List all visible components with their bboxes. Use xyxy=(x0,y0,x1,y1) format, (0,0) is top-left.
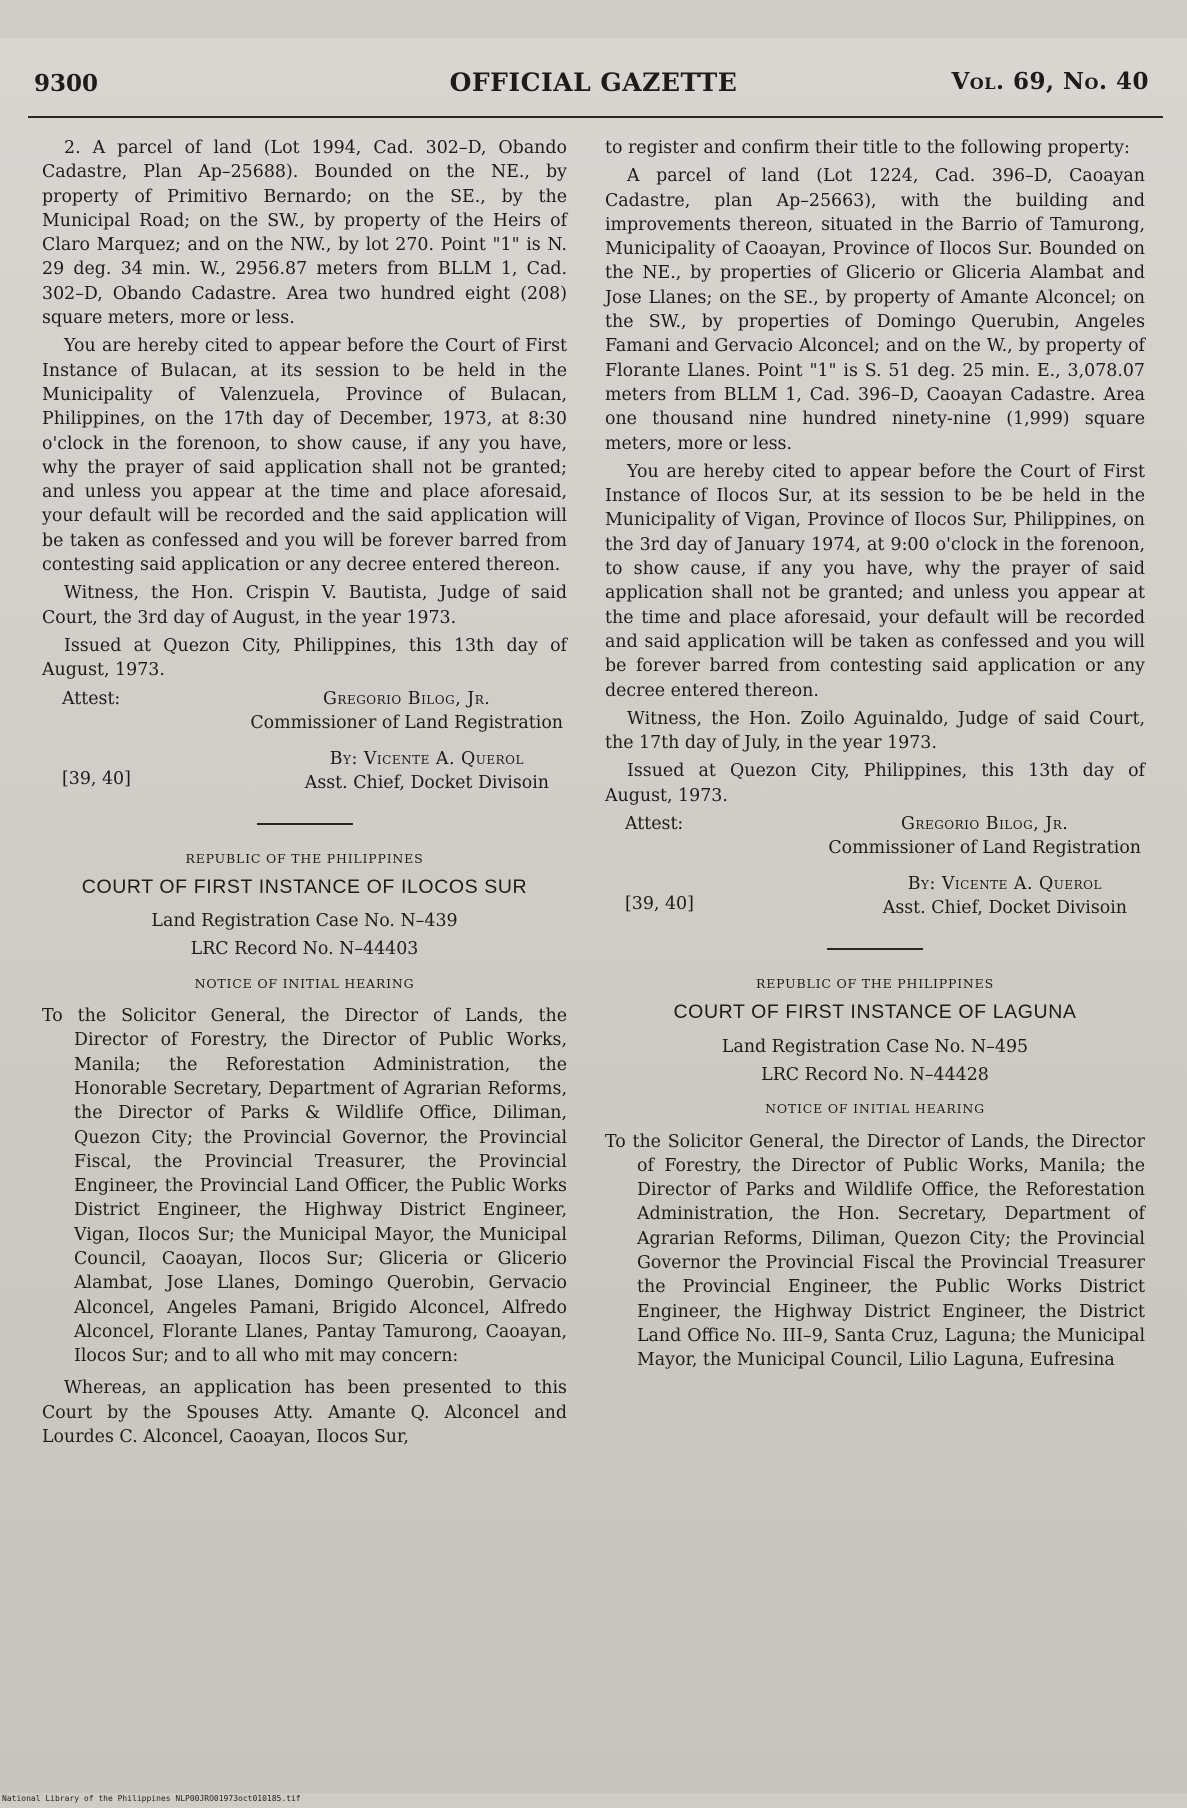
by-title: Asst. Chief, Docket Divisoin xyxy=(304,772,549,793)
by-signer xyxy=(305,747,549,796)
by-name: By: Vicente A. Querol xyxy=(907,874,1102,895)
section-divider xyxy=(257,823,353,825)
by-title: Asst. Chief, Docket Divisoin xyxy=(882,898,1127,919)
right-column xyxy=(605,136,1145,1376)
republic-heading: REPUBLIC OF THE PHILIPPINES xyxy=(756,976,994,992)
paragraph: Witness, the Hon. Zoilo Aguinaldo, Judge of said Court, the 17th day of July, in the year 1973. xyxy=(605,708,1145,754)
case-number: Land Registration Case No. N–439 xyxy=(151,911,458,932)
court-heading: COURT OF FIRST INSTANCE OF LAGUNA xyxy=(673,1001,1077,1024)
gazette-title: OFFICIAL GAZETTE xyxy=(449,68,738,97)
record-number: LRC Record No. N–44403 xyxy=(190,939,419,960)
paragraph: You are hereby cited to appear before the Court of First Instance of Ilocos Sur, at its session to be be held in the Municipality of Vigan, Province of Ilocos Sur, Philippines, on the 3rd day of January 1974, at 9:00 o'clock in the forenoon, to show cause, if any you have, why the prayer of said application shall not be granted; and unless you appear at the time and place aforesaid, your default will be recorded and said application will be taken as confessed and you will be forever barred from contesting said application or any decree entered thereon. xyxy=(605,461,1145,701)
gazette-page xyxy=(0,38,1187,1793)
addressees: To the Solicitor General, the Director of Lands, the Director of Forestry, the Director of Public Works, Manila; the Reforestation Administration, the Honorable Secretary, Department of Agrarian Reforms, the Director of Parks & Wildlife Office, Diliman, Quezon City; the Provincial Governor, the Provincial Fiscal, the Provincial Treasurer, the Provincial Engineer, the Provincial Land Officer, the Public Works District Engineer, the Highway District Engineer, Vigan, Ilocos Sur; the Municipal Mayor, the Municipal Council, Caoayan, Ilocos Sur; Gliceria or Glicerio Alambat, Jose Llanes, Domingo Querobin, Gervacio Alconcel, Angeles Pamani, Brigido Alconcel, Alfredo Alconcel, Florante Llanes, Pantay Tamurong, Caoayan, Ilocos Sur; and to all who mit may concern: xyxy=(42,1006,567,1367)
volume-number: Vol. 69, No. 40 xyxy=(951,68,1149,95)
by-signer xyxy=(883,872,1127,921)
signer-title: Commissioner of Land Registration xyxy=(828,838,1141,859)
attest-block xyxy=(605,812,1145,868)
page-header xyxy=(30,68,1157,108)
by-block xyxy=(42,747,567,799)
notice-heading: NOTICE OF INITIAL HEARING xyxy=(765,1101,985,1117)
paragraph: to register and confirm their title to the following property: xyxy=(605,138,1130,158)
paragraph: Whereas, an application has been presented to this Court by the Spouses Atty. Amante Q. Alconcel and Lourdes C. Alconcel, Caoayan, Ilocos Sur, xyxy=(42,1378,567,1448)
signer-block xyxy=(828,812,1141,861)
signer-name: Gregorio Bilog, Jr. xyxy=(901,814,1069,835)
signer-block xyxy=(250,687,563,736)
court-heading: COURT OF FIRST INSTANCE OF ILOCOS SUR xyxy=(81,875,528,898)
by-block xyxy=(605,872,1145,924)
republic-heading: REPUBLIC OF THE PHILIPPINES xyxy=(185,850,424,866)
left-column xyxy=(42,136,567,1453)
paragraph: Issued at Quezon City, Philippines, this 13th day of August, 1973. xyxy=(605,761,1145,806)
signer-name: Gregorio Bilog, Jr. xyxy=(323,688,491,709)
page-number: 9300 xyxy=(34,70,99,97)
paragraph: Witness, the Hon. Crispin V. Bautista, Judge of said Court, the 3rd day of August, in the year 1973. xyxy=(42,583,567,628)
paragraph: Issued at Quezon City, Philippines, this 13th day of August, 1973. xyxy=(42,635,567,681)
record-number: LRC Record No. N–44428 xyxy=(761,1064,989,1085)
by-name: By: Vicente A. Querol xyxy=(329,748,524,769)
attest-block xyxy=(42,687,567,743)
header-rule xyxy=(28,116,1163,118)
case-number: Land Registration Case No. N–495 xyxy=(721,1036,1029,1057)
reference-number: [39, 40] xyxy=(625,894,694,915)
scan-footer: National Library of the Philippines NLP00JRO01973oct010185.tif xyxy=(2,1794,301,1803)
attest-label: Attest: xyxy=(62,688,121,709)
notice-heading: NOTICE OF INITIAL HEARING xyxy=(194,975,415,991)
reference-number: [39, 40] xyxy=(62,768,131,789)
addressees: To the Solicitor General, the Director of Lands, the Director of Forestry, the Director of Public Works, Manila; the Director of Parks and Wildlife Office, the Reforestation Administration, the Hon. Secretary, Department of Agrarian Reforms, Diliman, Quezon City; the Provincial Governor the Provincial Fiscal the Provincial Treasurer the Provincial Engineer, the Public Works District Engineer, the Highway District Engineer, the District Land Office No. III–9, Santa Cruz, Laguna; the Municipal Mayor, the Municipal Council, Lilio Laguna, Eufresina xyxy=(605,1131,1145,1371)
section-divider xyxy=(827,948,923,950)
signer-title: Commissioner of Land Registration xyxy=(250,712,563,733)
paragraph: 2. A parcel of land (Lot 1994, Cad. 302–D, Obando Cadastre, Plan Ap–25688). Bounded on the NE., by property of Primitivo Bernardo; on the SE., by the Municipal Road; on the SW., by property of the Heirs of Claro Marquez; and on the NW., by lot 270. Point "1" is N. 29 deg. 34 min. W., 2956.87 meters from BLLM 1, Cad. 302–D, Obando Cadastre. Area two hundred eight (208) square meters, more or less. xyxy=(42,138,567,329)
paragraph: You are hereby cited to appear before the Court of First Instance of Bulacan, at its session to be held in the Municipality of Valenzuela, Province of Bulacan, Philippines, on the 17th day of December, 1973, at 8:30 o'clock in the forenoon, to show cause, if any you have, why the prayer of said application shall not be granted; and unless you appear at the time and place aforesaid, your default will be recorded and the said application will be taken as confessed and you will be forever barred from contesting said application or any decree entered thereon. xyxy=(42,336,567,576)
paragraph: A parcel of land (Lot 1224, Cad. 396–D, Caoayan Cadastre, plan Ap–25663), with the building and improvements thereon, situated in the Barrio of Tamurong, Municipality of Caoayan, Province of Ilocos Sur. Bounded on the NE., by properties of Glicerio or Gliceria Alambat and Jose Llanes; on the SE., by property of Amante Alconcel; on the SW., by properties of Domingo Querubin, Angeles Famani and Gervacio Alconcel; and on the W., by property of Florante Llanes. Point "1" is S. 51 deg. 25 min. E., 3,078.07 meters from BLLM 1, Cad. 396–D, Caoayan Cadastre. Area one thousand nine hundred ninety-nine (1,999) square meters, more or less. xyxy=(605,166,1145,454)
attest-label: Attest: xyxy=(625,814,684,835)
